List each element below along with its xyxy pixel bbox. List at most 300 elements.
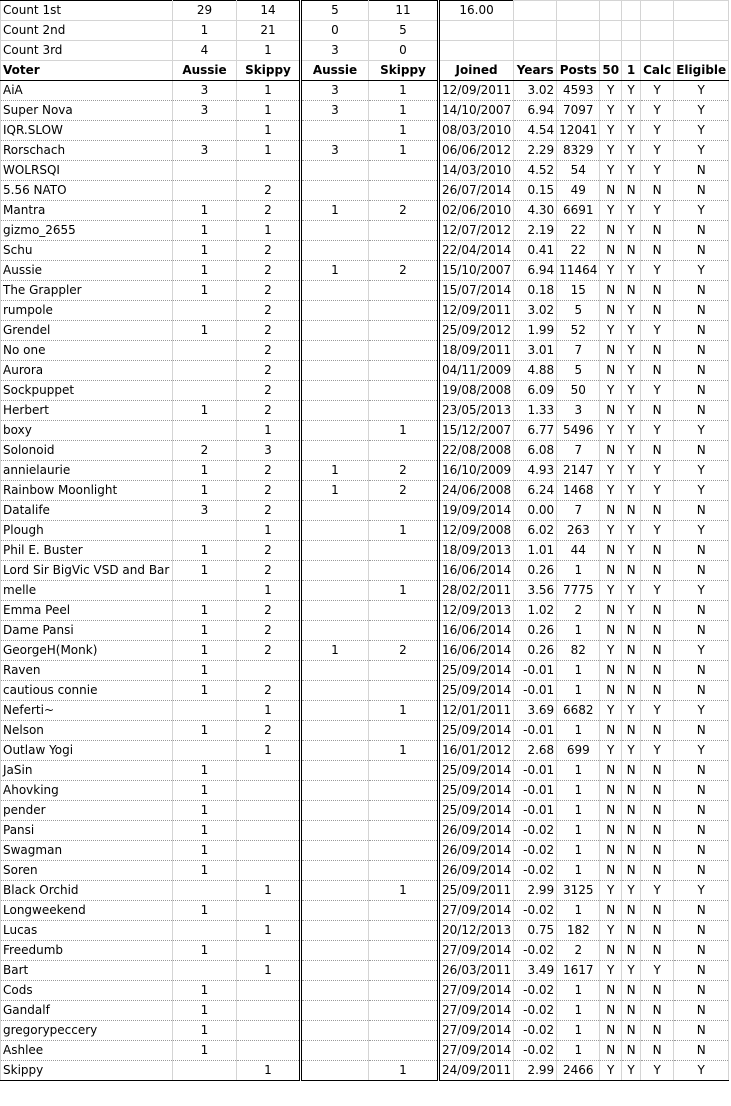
flag-1: Y — [622, 461, 641, 481]
flag-50: N — [600, 601, 622, 621]
aussie-vote-2 — [301, 801, 369, 821]
skippy-vote-2 — [369, 321, 439, 341]
posts-count: 263 — [557, 521, 600, 541]
aussie-vote — [173, 301, 237, 321]
voter-name: Aurora — [1, 361, 173, 381]
skippy-vote-2: 2 — [369, 261, 439, 281]
skippy-vote-2: 1 — [369, 741, 439, 761]
eligible-flag: Y — [674, 581, 729, 601]
skippy-vote-2 — [369, 541, 439, 561]
aussie-vote: 1 — [173, 201, 237, 221]
flag-1: Y — [622, 481, 641, 501]
flag-50: N — [600, 221, 622, 241]
calc-flag: Y — [641, 961, 674, 981]
eligible-flag: N — [674, 321, 729, 341]
flag-1: Y — [622, 81, 641, 101]
joined-date: 12/09/2011 — [439, 301, 514, 321]
skippy-vote-2 — [369, 301, 439, 321]
calc-flag: Y — [641, 521, 674, 541]
skippy-vote-2 — [369, 241, 439, 261]
aussie-vote-2: 1 — [301, 201, 369, 221]
flag-1: Y — [622, 601, 641, 621]
aussie-vote-2 — [301, 1041, 369, 1061]
posts-count: 49 — [557, 181, 600, 201]
voter-name: Longweekend — [1, 901, 173, 921]
skippy-vote: 1 — [237, 921, 301, 941]
empty-cell — [514, 1, 557, 21]
count-label: Count 1st — [1, 1, 173, 21]
years-value: 3.49 — [514, 961, 557, 981]
empty-cell — [514, 21, 557, 41]
eligible-flag: N — [674, 181, 729, 201]
joined-date: 25/09/2014 — [439, 681, 514, 701]
aussie-vote: 3 — [173, 501, 237, 521]
skippy-vote-2: 2 — [369, 461, 439, 481]
aussie-vote: 2 — [173, 441, 237, 461]
flag-50: Y — [600, 161, 622, 181]
aussie-vote-2 — [301, 1021, 369, 1041]
eligible-flag: Y — [674, 461, 729, 481]
aussie-vote: 1 — [173, 1021, 237, 1041]
skippy-vote: 2 — [237, 501, 301, 521]
years-value: 3.69 — [514, 701, 557, 721]
aussie-vote — [173, 421, 237, 441]
flag-1: N — [622, 861, 641, 881]
calc-flag: Y — [641, 381, 674, 401]
aussie-vote-2: 1 — [301, 641, 369, 661]
count-extra — [439, 41, 514, 61]
skippy-vote — [237, 161, 301, 181]
years-value: 0.26 — [514, 641, 557, 661]
empty-cell — [600, 21, 622, 41]
aussie-vote-2: 1 — [301, 261, 369, 281]
skippy-vote: 1 — [237, 81, 301, 101]
posts-count: 1 — [557, 621, 600, 641]
calc-flag: N — [641, 1041, 674, 1061]
calc-flag: Y — [641, 581, 674, 601]
aussie-vote — [173, 961, 237, 981]
flag-50: N — [600, 361, 622, 381]
skippy-vote-2 — [369, 441, 439, 461]
years-value: 0.26 — [514, 621, 557, 641]
joined-date: 15/07/2014 — [439, 281, 514, 301]
aussie-vote-2 — [301, 541, 369, 561]
voter-name: cautious connie — [1, 681, 173, 701]
joined-date: 27/09/2014 — [439, 941, 514, 961]
skippy-vote-2 — [369, 181, 439, 201]
joined-date: 16/06/2014 — [439, 561, 514, 581]
calc-flag: N — [641, 1001, 674, 1021]
aussie-vote-2 — [301, 421, 369, 441]
flag-1: N — [622, 1001, 641, 1021]
flag-1: N — [622, 761, 641, 781]
calc-flag: N — [641, 841, 674, 861]
aussie-vote-2 — [301, 161, 369, 181]
table-row — [1, 881, 729, 901]
posts-count: 1 — [557, 661, 600, 681]
aussie-vote-2 — [301, 501, 369, 521]
calc-flag: Y — [641, 481, 674, 501]
skippy-vote — [237, 821, 301, 841]
eligible-flag: N — [674, 281, 729, 301]
joined-date: 16/06/2014 — [439, 621, 514, 641]
skippy-vote-2: 1 — [369, 421, 439, 441]
joined-date: 25/09/2014 — [439, 661, 514, 681]
table-row — [1, 721, 729, 741]
voter-name: Raven — [1, 661, 173, 681]
aussie-vote: 1 — [173, 901, 237, 921]
voter-name: Rainbow Moonlight — [1, 481, 173, 501]
aussie-vote: 3 — [173, 141, 237, 161]
posts-count: 1 — [557, 781, 600, 801]
voter-name: Outlaw Yogi — [1, 741, 173, 761]
years-value: 1.02 — [514, 601, 557, 621]
flag-50: N — [600, 341, 622, 361]
calc-flag: N — [641, 401, 674, 421]
flag-1: Y — [622, 221, 641, 241]
calc-flag: N — [641, 721, 674, 741]
posts-count: 1 — [557, 1041, 600, 1061]
flag-1: N — [622, 921, 641, 941]
table-row — [1, 221, 729, 241]
eligible-flag: N — [674, 801, 729, 821]
table-row — [1, 901, 729, 921]
flag-1: Y — [622, 101, 641, 121]
count-aussie-2: 0 — [301, 21, 369, 41]
skippy-vote — [237, 981, 301, 1001]
joined-date: 26/03/2011 — [439, 961, 514, 981]
table-row — [1, 1041, 729, 1061]
joined-date: 19/08/2008 — [439, 381, 514, 401]
flag-1: Y — [622, 201, 641, 221]
skippy-vote: 2 — [237, 621, 301, 641]
skippy-vote-2: 1 — [369, 581, 439, 601]
flag-50: N — [600, 901, 622, 921]
aussie-vote — [173, 121, 237, 141]
aussie-vote-2 — [301, 121, 369, 141]
voter-name: The Grappler — [1, 281, 173, 301]
calc-flag: Y — [641, 321, 674, 341]
eligible-flag: Y — [674, 141, 729, 161]
table-row — [1, 181, 729, 201]
skippy-vote-2 — [369, 961, 439, 981]
voter-name: Pansi — [1, 821, 173, 841]
flag-50: N — [600, 181, 622, 201]
joined-date: 12/09/2008 — [439, 521, 514, 541]
aussie-vote-2 — [301, 361, 369, 381]
skippy-vote-2: 1 — [369, 881, 439, 901]
eligible-flag: N — [674, 301, 729, 321]
eligible-flag: N — [674, 441, 729, 461]
joined-date: 25/09/2014 — [439, 781, 514, 801]
skippy-vote-2: 2 — [369, 481, 439, 501]
table-row — [1, 541, 729, 561]
count-extra: 16.00 — [439, 1, 514, 21]
skippy-vote — [237, 1021, 301, 1041]
count-skippy-2: 5 — [369, 21, 439, 41]
years-value: 0.18 — [514, 281, 557, 301]
flag-1: N — [622, 641, 641, 661]
calc-flag: Y — [641, 101, 674, 121]
table-row — [1, 261, 729, 281]
aussie-vote: 1 — [173, 481, 237, 501]
calc-flag: Y — [641, 1061, 674, 1081]
empty-cell — [600, 1, 622, 21]
calc-flag: N — [641, 981, 674, 1001]
flag-1: Y — [622, 421, 641, 441]
years-value: 6.94 — [514, 261, 557, 281]
posts-count: 7 — [557, 501, 600, 521]
aussie-vote-2: 1 — [301, 461, 369, 481]
years-value: -0.02 — [514, 1041, 557, 1061]
voter-name: melle — [1, 581, 173, 601]
flag-1: Y — [622, 441, 641, 461]
table-row — [1, 201, 729, 221]
empty-cell — [557, 1, 600, 21]
skippy-vote: 1 — [237, 701, 301, 721]
flag-1: Y — [622, 541, 641, 561]
aussie-vote-2 — [301, 761, 369, 781]
voter-name: Gandalf — [1, 1001, 173, 1021]
skippy-vote-2 — [369, 221, 439, 241]
joined-date: 15/10/2007 — [439, 261, 514, 281]
skippy-vote-2 — [369, 681, 439, 701]
voter-name: Ashlee — [1, 1041, 173, 1061]
posts-count: 22 — [557, 221, 600, 241]
flag-1: N — [622, 821, 641, 841]
posts-count: 4593 — [557, 81, 600, 101]
years-value: 3.01 — [514, 341, 557, 361]
table-row — [1, 621, 729, 641]
aussie-vote: 1 — [173, 1041, 237, 1061]
eligible-flag: Y — [674, 201, 729, 221]
voter-name: Freedumb — [1, 941, 173, 961]
years-value: 6.77 — [514, 421, 557, 441]
aussie-vote: 1 — [173, 541, 237, 561]
skippy-vote-2 — [369, 721, 439, 741]
empty-cell — [674, 41, 729, 61]
eligible-flag: Y — [674, 261, 729, 281]
header-aussie-2: Aussie — [301, 61, 369, 81]
posts-count: 1 — [557, 821, 600, 841]
header-aussie: Aussie — [173, 61, 237, 81]
flag-50: Y — [600, 421, 622, 441]
table-row — [1, 521, 729, 541]
joined-date: 25/09/2014 — [439, 721, 514, 741]
count-skippy-1: 14 — [237, 1, 301, 21]
aussie-vote-2 — [301, 621, 369, 641]
years-value: 6.94 — [514, 101, 557, 121]
flag-50: N — [600, 501, 622, 521]
calc-flag: Y — [641, 141, 674, 161]
aussie-vote-2 — [301, 901, 369, 921]
skippy-vote-2 — [369, 601, 439, 621]
table-row — [1, 141, 729, 161]
joined-date: 15/12/2007 — [439, 421, 514, 441]
voter-name: annielaurie — [1, 461, 173, 481]
posts-count: 1 — [557, 1001, 600, 1021]
eligible-flag: N — [674, 401, 729, 421]
header-posts: Posts — [557, 61, 600, 81]
aussie-vote-2 — [301, 321, 369, 341]
aussie-vote: 1 — [173, 261, 237, 281]
aussie-vote: 1 — [173, 321, 237, 341]
skippy-vote: 2 — [237, 481, 301, 501]
eligible-flag: Y — [674, 521, 729, 541]
skippy-vote: 1 — [237, 881, 301, 901]
posts-count: 82 — [557, 641, 600, 661]
calc-flag: N — [641, 801, 674, 821]
voter-name: Rorschach — [1, 141, 173, 161]
table-row — [1, 81, 729, 101]
eligible-flag: Y — [674, 881, 729, 901]
aussie-vote: 1 — [173, 601, 237, 621]
flag-1: N — [622, 1021, 641, 1041]
eligible-flag: N — [674, 761, 729, 781]
voter-name: Swagman — [1, 841, 173, 861]
skippy-vote-2: 1 — [369, 1061, 439, 1081]
years-value: 1.99 — [514, 321, 557, 341]
calc-flag: N — [641, 681, 674, 701]
calc-flag: N — [641, 561, 674, 581]
posts-count: 1 — [557, 721, 600, 741]
flag-50: Y — [600, 121, 622, 141]
header-50: 50 — [600, 61, 622, 81]
posts-count: 52 — [557, 321, 600, 341]
skippy-vote-2: 1 — [369, 81, 439, 101]
calc-flag: Y — [641, 261, 674, 281]
flag-50: N — [600, 821, 622, 841]
count-aussie-2: 5 — [301, 1, 369, 21]
flag-1: Y — [622, 881, 641, 901]
years-value: 6.09 — [514, 381, 557, 401]
flag-1: N — [622, 661, 641, 681]
header-years: Years — [514, 61, 557, 81]
flag-50: Y — [600, 321, 622, 341]
table-row — [1, 701, 729, 721]
empty-cell — [514, 41, 557, 61]
joined-date: 25/09/2012 — [439, 321, 514, 341]
voter-name: Ahovking — [1, 781, 173, 801]
posts-count: 1468 — [557, 481, 600, 501]
aussie-vote-2: 3 — [301, 141, 369, 161]
aussie-vote — [173, 381, 237, 401]
flag-50: N — [600, 1021, 622, 1041]
posts-count: 6682 — [557, 701, 600, 721]
flag-50: Y — [600, 581, 622, 601]
flag-1: N — [622, 241, 641, 261]
eligible-flag: Y — [674, 421, 729, 441]
skippy-vote: 1 — [237, 101, 301, 121]
years-value: -0.02 — [514, 861, 557, 881]
joined-date: 18/09/2011 — [439, 341, 514, 361]
count-row — [1, 21, 729, 41]
calc-flag: Y — [641, 881, 674, 901]
aussie-vote-2 — [301, 881, 369, 901]
years-value: 4.52 — [514, 161, 557, 181]
count-aussie-1: 1 — [173, 21, 237, 41]
aussie-vote-2 — [301, 981, 369, 1001]
calc-flag: N — [641, 821, 674, 841]
years-value: -0.02 — [514, 1021, 557, 1041]
joined-date: 24/06/2008 — [439, 481, 514, 501]
calc-flag: N — [641, 1021, 674, 1041]
table-row — [1, 661, 729, 681]
calc-flag: N — [641, 541, 674, 561]
posts-count: 5 — [557, 361, 600, 381]
table-row — [1, 761, 729, 781]
flag-50: N — [600, 241, 622, 261]
count-skippy-1: 1 — [237, 41, 301, 61]
aussie-vote-2 — [301, 581, 369, 601]
aussie-vote-2 — [301, 301, 369, 321]
aussie-vote — [173, 521, 237, 541]
table-row — [1, 301, 729, 321]
flag-1: N — [622, 501, 641, 521]
aussie-vote-2 — [301, 241, 369, 261]
aussie-vote-2 — [301, 661, 369, 681]
calc-flag: Y — [641, 701, 674, 721]
skippy-vote-2: 1 — [369, 701, 439, 721]
calc-flag: N — [641, 621, 674, 641]
flag-1: Y — [622, 161, 641, 181]
posts-count: 44 — [557, 541, 600, 561]
eligible-flag: Y — [674, 101, 729, 121]
aussie-vote-2 — [301, 821, 369, 841]
voter-name: Schu — [1, 241, 173, 261]
voter-name: Neferti~ — [1, 701, 173, 721]
skippy-vote-2 — [369, 841, 439, 861]
posts-count: 699 — [557, 741, 600, 761]
joined-date: 25/09/2014 — [439, 761, 514, 781]
flag-50: Y — [600, 881, 622, 901]
years-value: 0.26 — [514, 561, 557, 581]
flag-50: Y — [600, 921, 622, 941]
aussie-vote — [173, 921, 237, 941]
flag-50: N — [600, 401, 622, 421]
eligible-flag: N — [674, 941, 729, 961]
count-aussie-1: 29 — [173, 1, 237, 21]
posts-count: 2466 — [557, 1061, 600, 1081]
flag-1: Y — [622, 1061, 641, 1081]
flag-1: Y — [622, 301, 641, 321]
years-value: 4.30 — [514, 201, 557, 221]
voter-name: Phil E. Buster — [1, 541, 173, 561]
aussie-vote-2 — [301, 721, 369, 741]
posts-count: 12041 — [557, 121, 600, 141]
voter-name: 5.56 NATO — [1, 181, 173, 201]
flag-50: Y — [600, 461, 622, 481]
flag-1: N — [622, 981, 641, 1001]
calc-flag: N — [641, 441, 674, 461]
count-row — [1, 1, 729, 21]
flag-50: Y — [600, 741, 622, 761]
aussie-vote: 1 — [173, 221, 237, 241]
flag-1: Y — [622, 341, 641, 361]
eligible-flag: N — [674, 621, 729, 641]
joined-date: 26/09/2014 — [439, 821, 514, 841]
flag-1: N — [622, 681, 641, 701]
empty-cell — [641, 41, 674, 61]
joined-date: 23/05/2013 — [439, 401, 514, 421]
flag-1: Y — [622, 581, 641, 601]
years-value: -0.02 — [514, 821, 557, 841]
joined-date: 27/09/2014 — [439, 1041, 514, 1061]
table-row — [1, 321, 729, 341]
skippy-vote-2 — [369, 381, 439, 401]
voter-name: Cods — [1, 981, 173, 1001]
skippy-vote-2 — [369, 281, 439, 301]
